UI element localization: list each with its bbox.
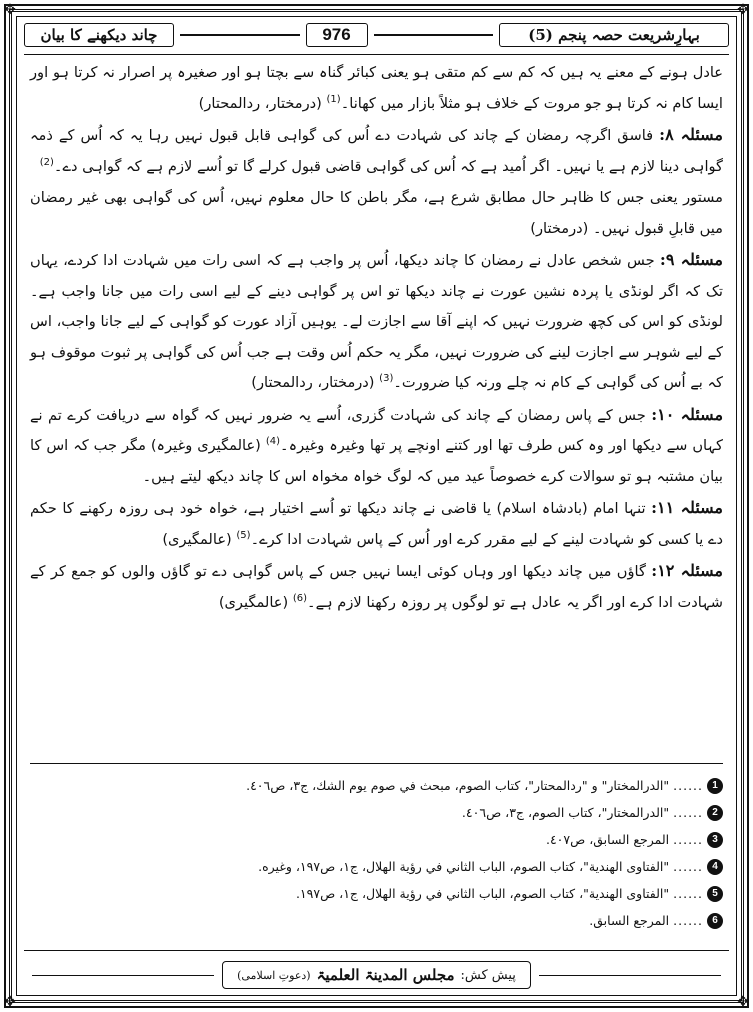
source-citation: (درمختار، ردالمحتار) <box>251 374 375 391</box>
source-citation: (عالمگیری) <box>162 530 232 548</box>
presenter-label: پیش کش: <box>460 967 516 983</box>
paragraph <box>30 58 723 119</box>
footnote-ref[interactable]: (1) <box>326 93 341 105</box>
footnote-number: 3 <box>707 832 723 848</box>
source-citation: (عالمگیری) <box>218 593 289 611</box>
masala-paragraph <box>30 493 723 555</box>
corner-ornament-icon: ✥ <box>4 2 16 18</box>
header-divider <box>180 34 300 36</box>
paragraph <box>30 183 723 244</box>
paragraph-text: عادل ہونے کے معنے یہ ہیں کہ کم سے کم متقی ہو یعنی کبائر گناہ سے بچتا ہو اور صغیرہ پر اصرار نہ کرتا ہو اور ایسا کام نہ کرتا ہو جو مروت کے خلاف ہو مثلاً بازار میں کھانا۔ <box>30 64 723 112</box>
paragraph-text: جس کے پاس رمضان کے چاند کی شہادت گزری، اُسے یہ ضرور نہیں کہ گواہ سے دریافت کرے تم نے کہاں سے دیکھا اور وہ کس طرف تھا اور کتنے اونچے پر تھا وغیرہ وغیرہ۔ <box>30 406 723 454</box>
masala-paragraph <box>30 120 723 182</box>
corner-ornament-icon: ✥ <box>4 994 16 1010</box>
paragraph-text: گاؤں میں چاند دیکھا اور وہاں کوئی ایسا نہیں جس کے پاس گواہی دے تو گاؤں والوں کو جمع کر کے شہادت ادا کرے اور اگر یہ عادل ہے تو لوگوں پر روزہ رکھنا لازم ہے۔ <box>30 563 723 611</box>
footnote-number: 1 <box>707 778 723 794</box>
footnote <box>30 907 723 934</box>
footnote <box>30 880 723 907</box>
header-rule <box>24 54 729 55</box>
masala-heading: مسئلہ ۱۲: <box>651 561 723 580</box>
footnote <box>30 799 723 826</box>
masala-heading: مسئلہ ۸: <box>659 125 723 144</box>
masala-paragraph <box>30 400 723 493</box>
main-text <box>30 58 723 619</box>
footnote-leader: ...... <box>673 778 703 793</box>
masala-heading: مسئلہ ۱۰: <box>651 404 724 424</box>
footnote-ref[interactable]: (4) <box>265 436 281 448</box>
footnote-leader: ...... <box>673 886 703 901</box>
book-title: بہارِشریعت حصہ پنجم (5) <box>499 23 729 47</box>
footnote <box>30 772 723 799</box>
source-citation: (درمختار) <box>530 219 589 237</box>
footnote-ref[interactable]: (5) <box>236 529 251 541</box>
footnote <box>30 826 723 853</box>
footnote-separator <box>30 763 723 764</box>
masala-heading: مسئلہ ۱۱: <box>651 498 723 517</box>
header-divider <box>374 34 494 36</box>
masala-paragraph <box>30 245 723 399</box>
paragraph-text: فاسق اگرچہ رمضان کے چاند کی شہادت دے اُس کی گواہی قابل قبول نہیں رہا یہ کہ اُس کے ذمہ گواہی دینا لازم ہے یا نہیں۔ اگر اُمید ہے کہ اُس کی گواہی قاضی قبول کرلے گا تو اُسے لازم ہے کہ گواہی دے۔ <box>30 127 723 175</box>
footnote-leader: ...... <box>673 859 703 874</box>
footnote-leader: ...... <box>673 805 703 820</box>
footer-divider <box>539 975 721 976</box>
publisher-box <box>222 961 531 989</box>
source-citation: (درمختار، ردالمحتار) <box>198 94 322 112</box>
footnote-leader: ...... <box>673 832 703 847</box>
publisher-subtitle: (دعوتِ اسلامی) <box>237 968 311 982</box>
masala-heading: مسئلہ ۹: <box>659 250 723 269</box>
masala-paragraph <box>30 556 723 618</box>
footnote-ref[interactable]: (6) <box>292 592 308 604</box>
source-citation: (عالمگیری وغیرہ) مگر جب کہ اس کا بیان مشتبہ ہو تو سوالات کرے خصوصاً عید میں کہ لوگ خواہ مخواہ اس کا چاند دیکھ لیتے ہیں۔ <box>30 437 723 485</box>
footnote-text: "الدرالمختار"، كتاب الصوم، ج٣، ص٤٠٦. <box>461 805 670 820</box>
chapter-title: چاند دیکھنے کا بیان <box>24 23 174 47</box>
footnote-number: 4 <box>707 859 723 875</box>
paragraph-text: جس شخص عادل نے رمضان کا چاند دیکھا، اُس پر واجب ہے کہ اسی رات میں شہادت ادا کردے، یہاں تک کہ اگر لونڈی یا پردہ نشین عورت نے چاند دیکھا تو اس پر گواہی دینے کے لیے اسی رات میں جانا واجب ہے۔ لونڈی کو اس کی کچھ ضرورت نہیں کہ اپنے آقا سے اجازت لے۔ یوہیں آزاد عورت کو گواہی کے لیے جانا واجب، اس کے لیے شوہر سے اجازت لینے کی ضرورت نہیں، مگر یہ حکم اُس وقت ہے جب اُس کی گواہی پر ثبوت موقوف ہو کہ بے اُس کی گواہی کے کام نہ چلے ورنہ کیا ضرورت۔ <box>30 252 723 391</box>
footer-divider <box>32 975 214 976</box>
footnote-number: 5 <box>707 886 723 902</box>
footnote-text: "الفتاوى الهندية"، كتاب الصوم، الباب الثاني في رؤية الهلال، ج١، ص١٩٧، وغيره. <box>258 859 670 874</box>
page-header <box>24 20 729 50</box>
page-footer <box>24 958 729 992</box>
footer-rule <box>24 950 729 951</box>
footnote-number: 2 <box>707 805 723 821</box>
paragraph-text: تنہا امام (بادشاہ اسلام) یا قاضی نے چاند دیکھا تو اُسے اختیار ہے، خواہ خود ہی روزہ رکھنے کا حکم دے یا کسی کو شہادت لینے کے لیے مقرر کرے اور اُس کے پاس شہادت ادا کرے۔ <box>30 500 723 548</box>
footnote-number: 6 <box>707 913 723 929</box>
footnote-text: "الفتاوى الهندية"، كتاب الصوم، الباب الثاني في رؤية الهلال، ج١، ص١٩٧. <box>295 886 670 901</box>
footnotes <box>30 772 723 934</box>
footnote-leader: ...... <box>673 913 703 928</box>
footnote-ref[interactable]: (3) <box>379 373 394 385</box>
footnote-text: المرجع السابق، ص٤٠٧. <box>545 832 670 847</box>
paragraph-text: مستور یعنی جس کا ظاہر حال مطابق شرع ہے، مگر باطن کا حال معلوم نہیں، اُس کی گواہی بھی غیر رمضان میں قابلِ قبول نہیں۔ <box>30 189 723 237</box>
publisher-name: مجلس المدینۃ العلمیۃ <box>316 966 455 984</box>
footnote-text: المرجع السابق. <box>589 913 670 928</box>
footnote-text: "الدرالمختار" و "ردالمحتار"، كتاب الصوم، مبحث في صوم يوم الشك، ج٣، ص٤٠٦. <box>246 778 670 793</box>
footnote-ref[interactable]: (2) <box>39 156 54 168</box>
footnote <box>30 853 723 880</box>
corner-ornament-icon: ✥ <box>737 2 749 18</box>
corner-ornament-icon: ✥ <box>737 994 749 1010</box>
page-number: 976 <box>306 23 368 47</box>
